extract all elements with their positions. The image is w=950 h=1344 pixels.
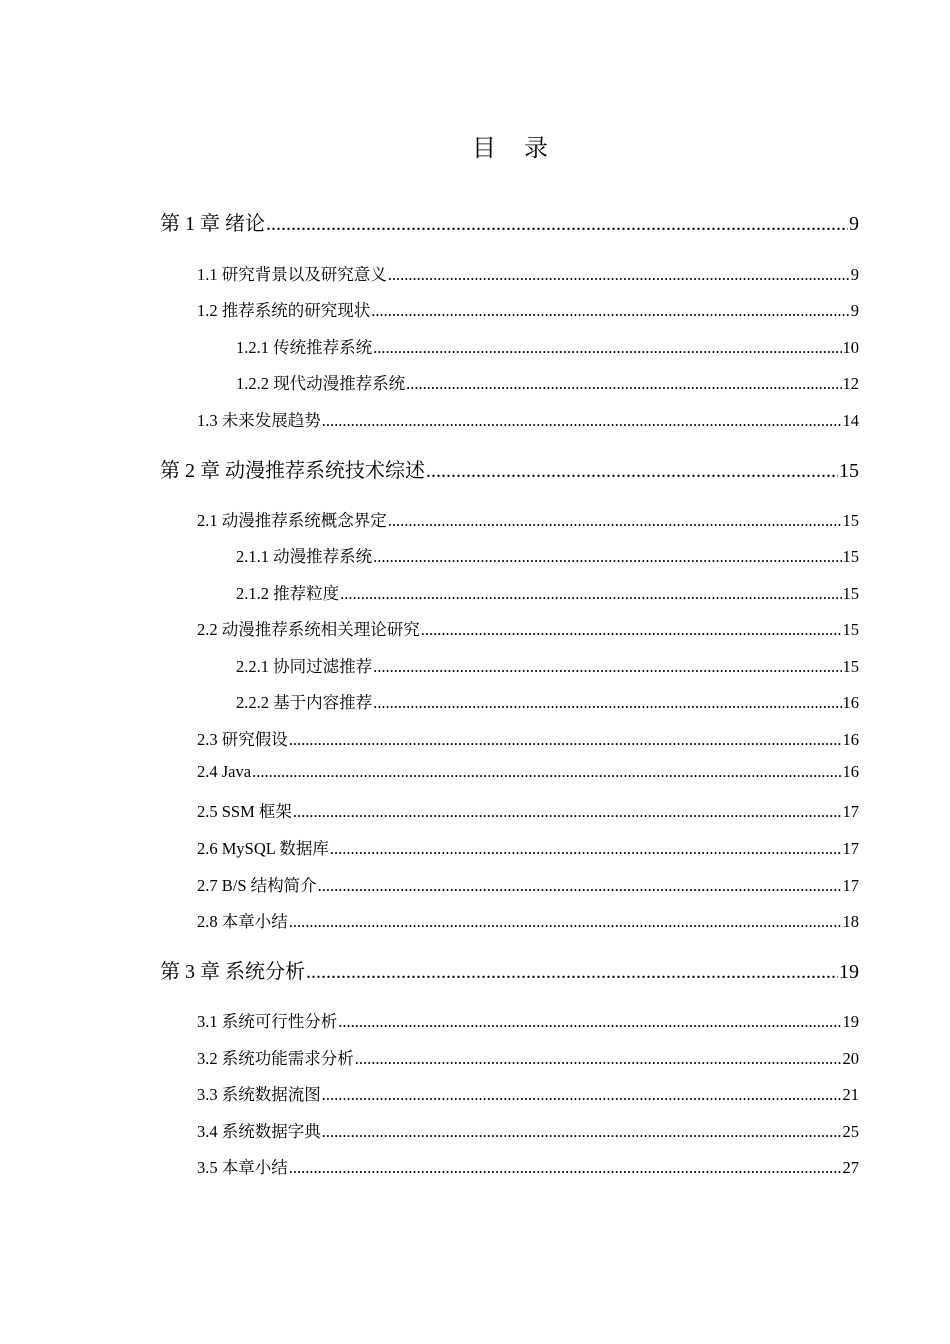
- toc-dot-leader: [373, 338, 841, 358]
- toc-entry[interactable]: [197, 507, 859, 531]
- toc-entry[interactable]: [197, 798, 859, 822]
- toc-title-char-1: 目: [472, 134, 496, 162]
- toc-dot-leader: [338, 1012, 841, 1032]
- toc-entry-label: 1.2.2 现代动漫推荐系统: [236, 374, 406, 393]
- toc-dot-leader: [322, 1122, 842, 1142]
- toc-entry-page: 15: [842, 547, 859, 566]
- toc-dot-leader: [266, 213, 848, 236]
- toc-entry-label: 2.4 Java: [197, 762, 252, 781]
- toc-entry-label: 3.1 系统可行性分析: [197, 1012, 338, 1031]
- toc-entry-label: 3.5 本章小结: [197, 1158, 288, 1177]
- toc-dot-leader: [252, 762, 841, 782]
- toc-entry-page: 27: [842, 1158, 859, 1177]
- toc-entry-page: 16: [842, 730, 859, 749]
- toc-entry-label: 2.1.2 推荐粒度: [236, 584, 340, 603]
- toc-entry-page: 10: [842, 338, 859, 357]
- toc-entry-page: 17: [842, 839, 859, 858]
- toc-entry-page: 19: [839, 961, 859, 983]
- toc-dot-leader: [289, 1158, 842, 1178]
- toc-entry[interactable]: [236, 370, 859, 394]
- toc-entry-page: 17: [842, 802, 859, 821]
- toc-dot-leader: [306, 961, 838, 984]
- toc-dot-leader: [371, 301, 850, 321]
- toc-entry[interactable]: [197, 1045, 859, 1069]
- toc-dot-leader: [293, 802, 842, 822]
- toc-dot-leader: [421, 620, 842, 640]
- toc-entry[interactable]: [236, 543, 859, 567]
- toc-dot-leader: [426, 460, 838, 483]
- toc-entry-page: 15: [842, 657, 859, 676]
- toc-entry-label: 1.3 未来发展趋势: [197, 411, 321, 430]
- toc-title: [0, 128, 950, 163]
- toc-dot-leader: [322, 1085, 842, 1105]
- toc-entry-page: 21: [842, 1085, 859, 1104]
- toc-entry-page: 15: [839, 460, 859, 482]
- toc-entry-label: 2.8 本章小结: [197, 912, 288, 931]
- toc-entry[interactable]: [197, 297, 859, 321]
- toc-dot-leader: [322, 411, 842, 431]
- toc-dot-leader: [373, 657, 841, 677]
- toc-dot-leader: [373, 693, 841, 713]
- toc-entry-page: 15: [842, 511, 859, 530]
- toc-entry-page: 9: [850, 265, 859, 284]
- toc-entry-label: 第 3 章 系统分析: [160, 961, 305, 983]
- toc-dot-leader: [318, 876, 842, 896]
- toc-entry[interactable]: [197, 1081, 859, 1105]
- toc-entry-label: 3.2 系统功能需求分析: [197, 1049, 354, 1068]
- toc-dot-leader: [289, 912, 842, 932]
- toc-entry[interactable]: [236, 580, 859, 604]
- toc-dot-leader: [373, 547, 841, 567]
- toc-entry-page: 14: [842, 411, 859, 430]
- toc-dot-leader: [289, 730, 842, 750]
- toc-entry-label: 2.7 B/S 结构简介: [197, 876, 317, 895]
- toc-entry[interactable]: [236, 689, 859, 713]
- toc-entry[interactable]: [197, 1008, 859, 1032]
- toc-entry-page: 20: [842, 1049, 859, 1068]
- toc-entry[interactable]: [197, 835, 859, 859]
- toc-entry-label: 1.1 研究背景以及研究意义: [197, 265, 387, 284]
- toc-entry-label: 2.2.2 基于内容推荐: [236, 693, 373, 712]
- toc-entry[interactable]: [197, 872, 859, 896]
- toc-entry-page: 16: [842, 762, 859, 781]
- toc-entry-label: 2.1 动漫推荐系统概念界定: [197, 511, 387, 530]
- toc-entry-page: 17: [842, 876, 859, 895]
- toc-entry[interactable]: [236, 653, 859, 677]
- toc-entry-label: 2.1.1 动漫推荐系统: [236, 547, 373, 566]
- toc-entry[interactable]: [160, 955, 859, 984]
- toc-entry[interactable]: [197, 616, 859, 640]
- toc-entry-page: 15: [842, 584, 859, 603]
- toc-entry-page: 25: [842, 1122, 859, 1141]
- toc-entry[interactable]: [197, 762, 859, 782]
- toc-entry-label: 2.2 动漫推荐系统相关理论研究: [197, 620, 420, 639]
- toc-entry-page: 12: [842, 374, 859, 393]
- toc-dot-leader: [406, 374, 841, 394]
- toc-entry[interactable]: [160, 454, 859, 483]
- toc-entry-label: 第 2 章 动漫推荐系统技术综述: [160, 460, 425, 482]
- toc-entry-label: 2.3 研究假设: [197, 730, 288, 749]
- toc-entry-page: 9: [849, 213, 859, 235]
- toc-entry[interactable]: [236, 334, 859, 358]
- toc-entry-label: 1.2.1 传统推荐系统: [236, 338, 373, 357]
- toc-entry[interactable]: [197, 908, 859, 932]
- toc-entry[interactable]: [197, 1154, 859, 1178]
- toc-dot-leader: [355, 1049, 842, 1069]
- toc-entry-label: 2.6 MySQL 数据库: [197, 839, 329, 858]
- toc-entry[interactable]: [197, 726, 859, 750]
- toc-entry-label: 2.5 SSM 框架: [197, 802, 292, 821]
- toc-entry-label: 第 1 章 绪论: [160, 213, 265, 235]
- toc-dot-leader: [388, 265, 850, 285]
- toc-entry[interactable]: [197, 407, 859, 431]
- toc-entry-label: 1.2 推荐系统的研究现状: [197, 301, 371, 320]
- toc-entry-page: 18: [842, 912, 859, 931]
- toc-entry-label: 2.2.1 协同过滤推荐: [236, 657, 373, 676]
- toc-entry-label: 3.3 系统数据流图: [197, 1085, 321, 1104]
- toc-dot-leader: [330, 839, 842, 859]
- toc-entry[interactable]: [197, 1118, 859, 1142]
- toc-entry-page: 15: [842, 620, 859, 639]
- toc-dot-leader: [340, 584, 841, 604]
- toc-entry-page: 16: [842, 693, 859, 712]
- toc-entry-label: 3.4 系统数据字典: [197, 1122, 321, 1141]
- toc-entry[interactable]: [160, 207, 859, 236]
- toc-entry[interactable]: [197, 261, 859, 285]
- toc-dot-leader: [388, 511, 842, 531]
- toc-title-char-2: 录: [524, 134, 548, 162]
- toc-entry-page: 9: [850, 301, 859, 320]
- toc-entry-page: 19: [842, 1012, 859, 1031]
